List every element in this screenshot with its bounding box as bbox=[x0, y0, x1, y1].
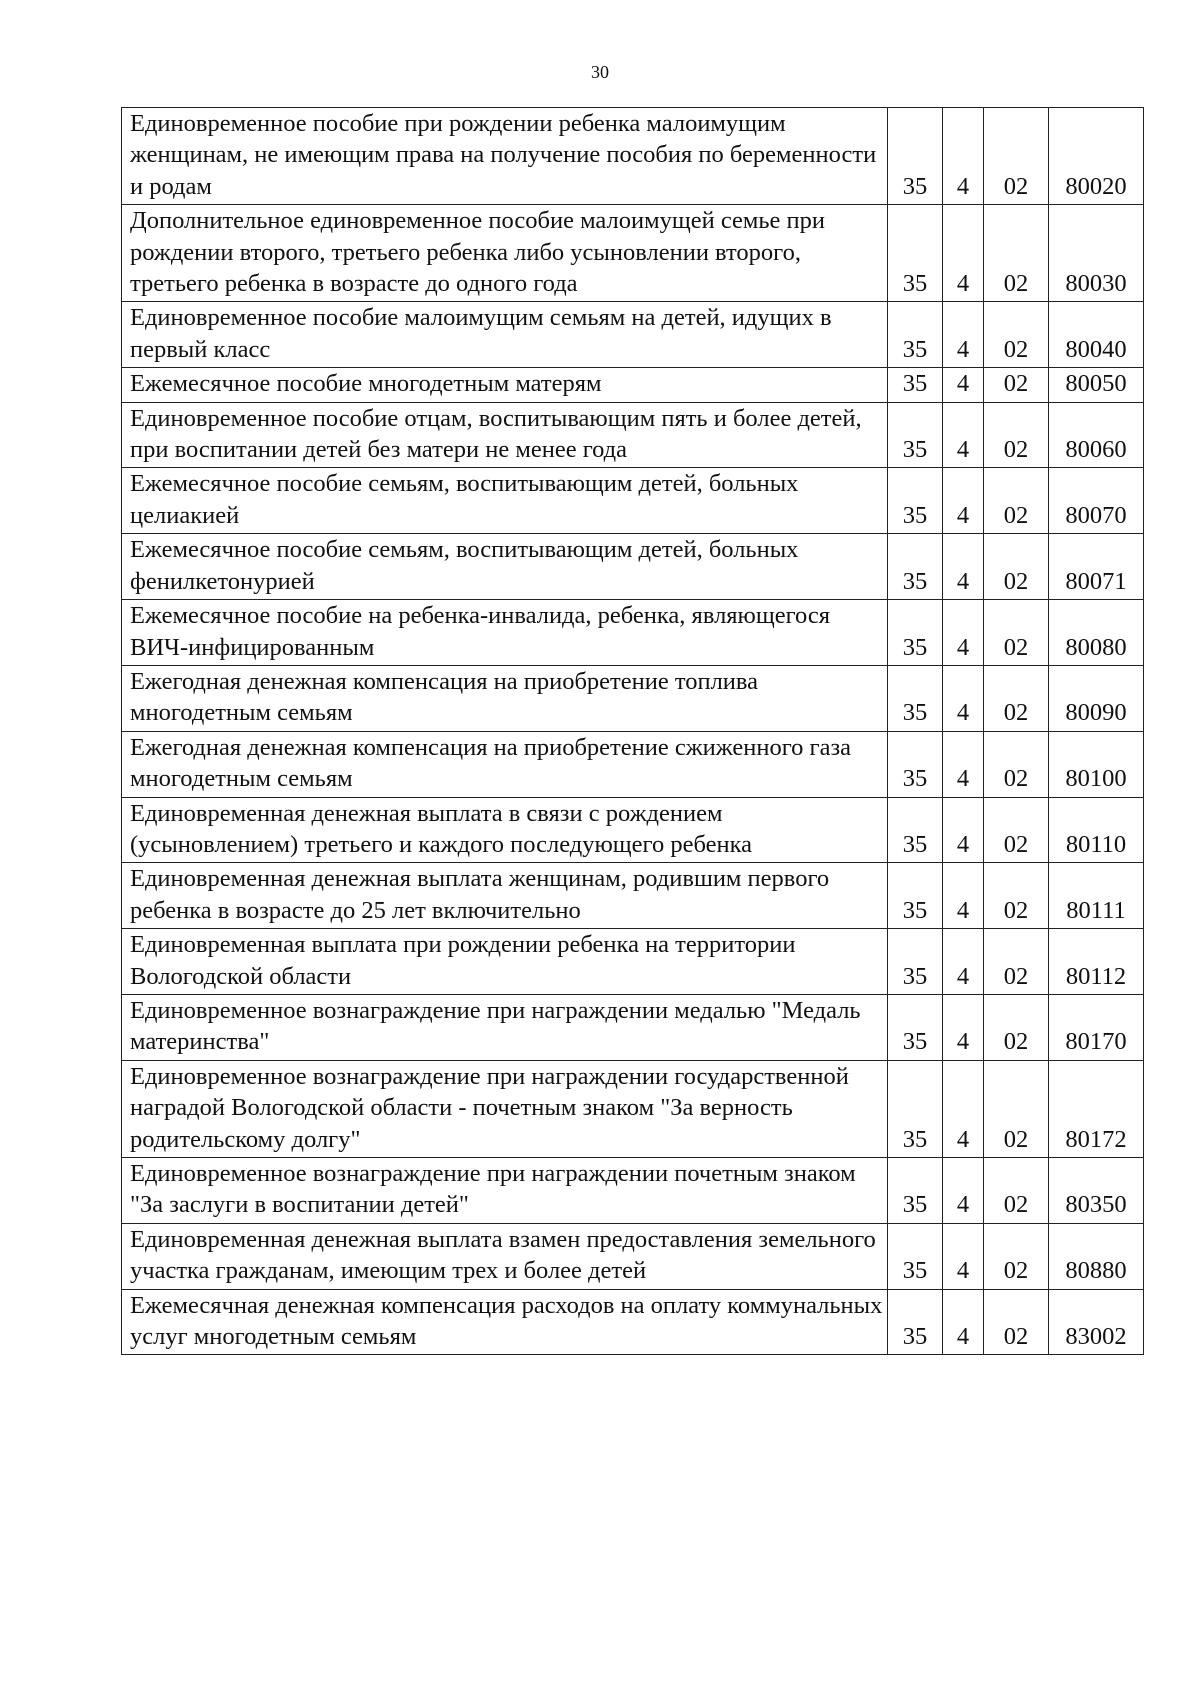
row-code-section: 35 bbox=[888, 468, 943, 534]
row-description: Ежемесячная денежная компенсация расходов на оплату коммунальных услуг многодетным семьям bbox=[122, 1289, 888, 1355]
row-code-section: 35 bbox=[888, 205, 943, 302]
row-code-subsection: 4 bbox=[943, 205, 984, 302]
row-description: Единовременная выплата при рождении ребенка на территории Вологодской области bbox=[122, 929, 888, 995]
row-code-item: 80020 bbox=[1049, 108, 1144, 205]
row-code-item: 80111 bbox=[1049, 863, 1144, 929]
row-code-section: 35 bbox=[888, 1289, 943, 1355]
row-code-section: 35 bbox=[888, 929, 943, 995]
row-code-section: 35 bbox=[888, 534, 943, 600]
row-code-section: 35 bbox=[888, 302, 943, 368]
row-code-group: 02 bbox=[984, 1289, 1049, 1355]
row-code-item: 80030 bbox=[1049, 205, 1144, 302]
row-code-group: 02 bbox=[984, 1060, 1049, 1157]
table-row bbox=[122, 1289, 1144, 1355]
table-row bbox=[122, 600, 1144, 666]
row-code-item: 80110 bbox=[1049, 797, 1144, 863]
row-code-section: 35 bbox=[888, 665, 943, 731]
table-row bbox=[122, 665, 1144, 731]
row-code-group: 02 bbox=[984, 863, 1049, 929]
row-code-subsection: 4 bbox=[943, 994, 984, 1060]
row-code-group: 02 bbox=[984, 665, 1049, 731]
row-description: Единовременная денежная выплата в связи с рождением (усыновлением) третьего и каждого последующего ребенка bbox=[122, 797, 888, 863]
row-code-section: 35 bbox=[888, 368, 943, 402]
row-code-subsection: 4 bbox=[943, 929, 984, 995]
row-code-item: 80170 bbox=[1049, 994, 1144, 1060]
row-code-group: 02 bbox=[984, 468, 1049, 534]
table-row bbox=[122, 108, 1144, 205]
row-code-subsection: 4 bbox=[943, 797, 984, 863]
table-row bbox=[122, 1060, 1144, 1157]
row-code-group: 02 bbox=[984, 402, 1049, 468]
row-code-group: 02 bbox=[984, 368, 1049, 402]
row-code-section: 35 bbox=[888, 1223, 943, 1289]
row-code-section: 35 bbox=[888, 402, 943, 468]
table-row bbox=[122, 368, 1144, 402]
row-code-item: 80060 bbox=[1049, 402, 1144, 468]
row-code-section: 35 bbox=[888, 1158, 943, 1224]
row-code-subsection: 4 bbox=[943, 731, 984, 797]
row-code-subsection: 4 bbox=[943, 468, 984, 534]
row-description: Единовременное вознаграждение при награждении почетным знаком "За заслуги в воспитании детей" bbox=[122, 1158, 888, 1224]
table-row bbox=[122, 534, 1144, 600]
row-code-item: 80350 bbox=[1049, 1158, 1144, 1224]
row-description: Ежегодная денежная компенсация на приобретение топлива многодетным семьям bbox=[122, 665, 888, 731]
row-description: Единовременное вознаграждение при награждении медалью "Медаль материнства" bbox=[122, 994, 888, 1060]
row-code-section: 35 bbox=[888, 994, 943, 1060]
row-code-group: 02 bbox=[984, 600, 1049, 666]
row-code-item: 80050 bbox=[1049, 368, 1144, 402]
row-description: Ежегодная денежная компенсация на приобретение сжиженного газа многодетным семьям bbox=[122, 731, 888, 797]
row-code-item: 80880 bbox=[1049, 1223, 1144, 1289]
table-row bbox=[122, 302, 1144, 368]
row-code-section: 35 bbox=[888, 108, 943, 205]
table-row bbox=[122, 1223, 1144, 1289]
row-code-group: 02 bbox=[984, 1223, 1049, 1289]
row-code-subsection: 4 bbox=[943, 665, 984, 731]
row-description: Единовременная денежная выплата взамен предоставления земельного участка гражданам, имеющим трех и более детей bbox=[122, 1223, 888, 1289]
row-code-group: 02 bbox=[984, 205, 1049, 302]
row-description: Единовременное пособие при рождении ребенка малоимущим женщинам, не имеющим права на получение пособия по беременности и родам bbox=[122, 108, 888, 205]
row-description: Дополнительное единовременное пособие малоимущей семье при рождении второго, третьего ребенка либо усыновлении второго, третьего ребенка в возрасте до одного года bbox=[122, 205, 888, 302]
row-description: Ежемесячное пособие многодетным матерям bbox=[122, 368, 888, 402]
table-row bbox=[122, 929, 1144, 995]
row-code-section: 35 bbox=[888, 731, 943, 797]
row-code-section: 35 bbox=[888, 863, 943, 929]
row-code-group: 02 bbox=[984, 302, 1049, 368]
table-row bbox=[122, 402, 1144, 468]
row-description: Ежемесячное пособие семьям, воспитывающим детей, больных фенилкетонурией bbox=[122, 534, 888, 600]
row-code-item: 80040 bbox=[1049, 302, 1144, 368]
row-code-subsection: 4 bbox=[943, 1289, 984, 1355]
row-code-subsection: 4 bbox=[943, 534, 984, 600]
row-description: Единовременная денежная выплата женщинам, родившим первого ребенка в возрасте до 25 лет включительно bbox=[122, 863, 888, 929]
row-code-item: 80080 bbox=[1049, 600, 1144, 666]
row-code-group: 02 bbox=[984, 108, 1049, 205]
row-code-group: 02 bbox=[984, 929, 1049, 995]
budget-classification-table bbox=[121, 107, 1144, 1355]
row-description: Единовременное пособие отцам, воспитывающим пять и более детей, при воспитании детей без матери не менее года bbox=[122, 402, 888, 468]
row-code-item: 80090 bbox=[1049, 665, 1144, 731]
row-code-group: 02 bbox=[984, 731, 1049, 797]
row-description: Ежемесячное пособие на ребенка-инвалида, ребенка, являющегося ВИЧ-инфицированным bbox=[122, 600, 888, 666]
row-code-section: 35 bbox=[888, 600, 943, 666]
table-row bbox=[122, 468, 1144, 534]
row-code-group: 02 bbox=[984, 534, 1049, 600]
row-code-item: 80100 bbox=[1049, 731, 1144, 797]
row-code-group: 02 bbox=[984, 797, 1049, 863]
row-code-subsection: 4 bbox=[943, 368, 984, 402]
row-code-subsection: 4 bbox=[943, 600, 984, 666]
row-code-section: 35 bbox=[888, 1060, 943, 1157]
row-code-group: 02 bbox=[984, 1158, 1049, 1224]
row-code-group: 02 bbox=[984, 994, 1049, 1060]
row-code-subsection: 4 bbox=[943, 1223, 984, 1289]
row-description: Ежемесячное пособие семьям, воспитывающим детей, больных целиакией bbox=[122, 468, 888, 534]
table-row bbox=[122, 1158, 1144, 1224]
row-code-item: 80112 bbox=[1049, 929, 1144, 995]
row-code-item: 80172 bbox=[1049, 1060, 1144, 1157]
table-row bbox=[122, 994, 1144, 1060]
row-description: Единовременное пособие малоимущим семьям на детей, идущих в первый класс bbox=[122, 302, 888, 368]
table-body bbox=[122, 108, 1144, 1355]
row-code-item: 80071 bbox=[1049, 534, 1144, 600]
table-row bbox=[122, 205, 1144, 302]
row-code-subsection: 4 bbox=[943, 863, 984, 929]
row-code-subsection: 4 bbox=[943, 402, 984, 468]
row-code-item: 83002 bbox=[1049, 1289, 1144, 1355]
row-code-item: 80070 bbox=[1049, 468, 1144, 534]
row-code-subsection: 4 bbox=[943, 1158, 984, 1224]
row-code-subsection: 4 bbox=[943, 302, 984, 368]
table-row bbox=[122, 797, 1144, 863]
table-row bbox=[122, 863, 1144, 929]
row-code-subsection: 4 bbox=[943, 108, 984, 205]
row-code-subsection: 4 bbox=[943, 1060, 984, 1157]
page-number: 30 bbox=[591, 62, 609, 82]
table-row bbox=[122, 731, 1144, 797]
row-code-section: 35 bbox=[888, 797, 943, 863]
row-description: Единовременное вознаграждение при награждении государственной наградой Вологодской области - почетным знаком "За верность родительскому долгу" bbox=[122, 1060, 888, 1157]
